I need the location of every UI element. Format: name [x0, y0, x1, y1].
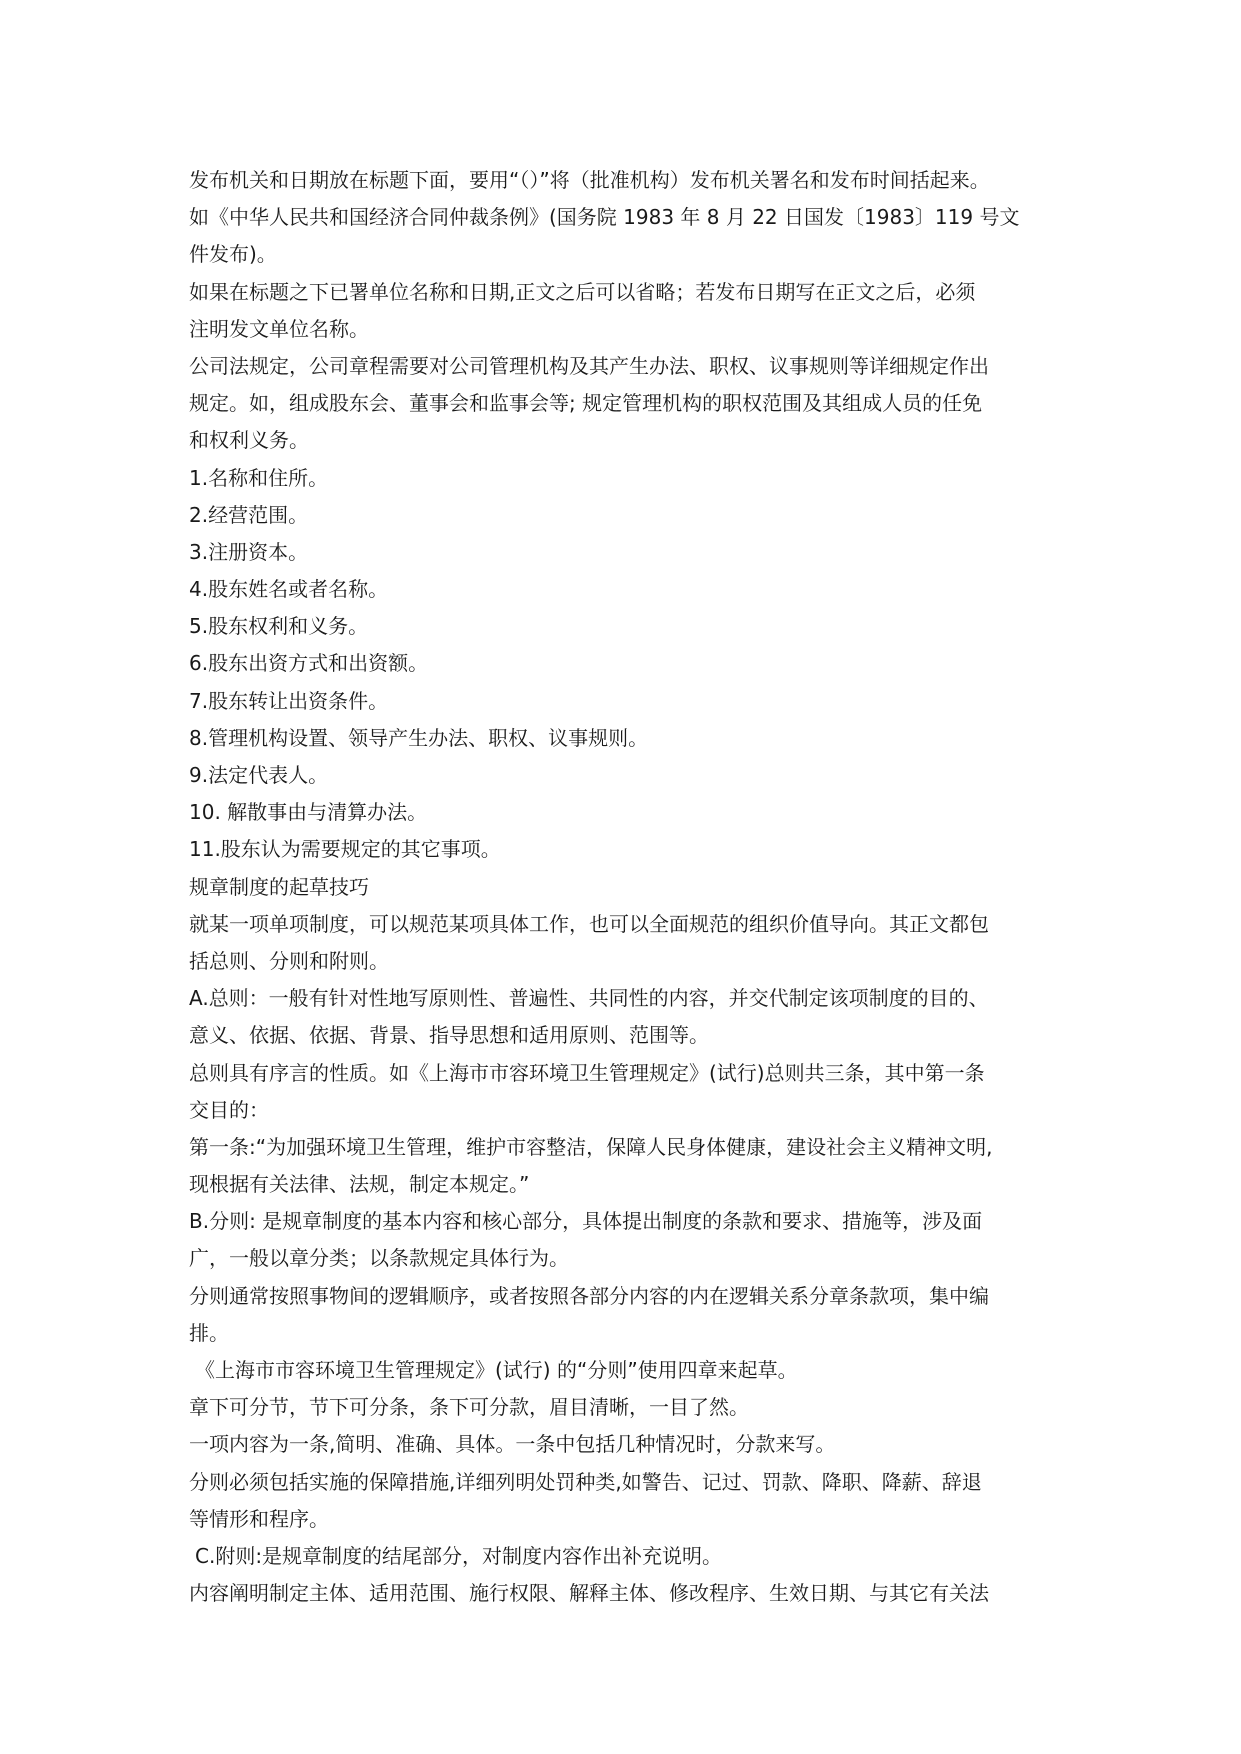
text-line: 分则通常按照事物间的逻辑顺序，或者按照各部分内容的内在逻辑关系分章条款项，集中编	[189, 1283, 989, 1308]
text-line: 意义、依据、依据、背景、指导思想和适用原则、范围等。	[189, 1023, 709, 1048]
list-item: 8.管理机构设置、领导产生办法、职权、议事规则。	[189, 725, 649, 750]
text-line: 现根据有关法律、法规，制定本规定。”	[189, 1172, 530, 1197]
text-line: 交目的：	[189, 1097, 269, 1122]
text-line: 如果在标题之下已署单位名称和日期,正文之后可以省略；若发布日期写在正文之后，必须	[189, 279, 976, 304]
text-line: 如《中华人民共和国经济合同仲裁条例》(国务院 1983 年 8 月 22 日国发〔1983〕119 号文	[189, 205, 1020, 230]
text-line: 总则具有序言的性质。如《上海市市容环境卫生管理规定》(试行)总则共三条，其中第一条	[189, 1060, 985, 1085]
text-line: A.总则：一般有针对性地写原则性、普遍性、共同性的内容，并交代制定该项制度的目的、	[189, 986, 989, 1011]
text-line: 一项内容为一条,简明、准确、具体。一条中包括几种情况时，分款来写。	[189, 1432, 836, 1457]
text-line: 等情形和程序。	[189, 1506, 329, 1531]
text-line: 和权利义务。	[189, 428, 309, 453]
list-item: 9.法定代表人。	[189, 763, 329, 787]
list-item: 5.股东权利和义务。	[189, 614, 369, 639]
list-item: 7.股东转让出资条件。	[189, 688, 389, 713]
list-item: 3.注册资本。	[189, 539, 309, 564]
text-line: 注明发文单位名称。	[189, 316, 369, 341]
text-line: 《上海市市容环境卫生管理规定》(试行) 的“分则”使用四章来起草。	[195, 1358, 798, 1382]
text-line: 排。	[189, 1320, 229, 1345]
list-item: 1.名称和住所。	[189, 465, 329, 490]
section-heading: 规章制度的起草技巧	[189, 874, 369, 899]
list-item: 2.经营范围。	[189, 502, 309, 527]
text-line: C.附则:是规章制度的结尾部分，对制度内容作出补充说明。	[195, 1543, 723, 1568]
text-line: 分则必须包括实施的保障措施,详细列明处罚种类,如警告、记过、罚款、降职、降薪、辞退	[189, 1469, 982, 1494]
text-line: 规定。如，组成股东会、董事会和监事会等; 规定管理机构的职权范围及其组成人员的任免	[189, 391, 983, 416]
text-line: 发布机关和日期放在标题下面，要用“（）”将（批准机构）发布机关署名和发布时间括起来。	[189, 168, 990, 192]
text-line: 件发布)。	[189, 242, 277, 267]
list-item: 4.股东姓名或者名称。	[189, 577, 389, 602]
text-line: 就某一项单项制度，可以规范某项具体工作，也可以全面规范的组织价值导向。其正文都包	[189, 911, 989, 936]
text-line: B.分则: 是规章制度的基本内容和核心部分，具体提出制度的条款和要求、措施等，涉及面	[189, 1209, 983, 1234]
text-line: 第一条:“为加强环境卫生管理，维护市容整洁，保障人民身体健康，建设社会主义精神文明,	[189, 1134, 993, 1159]
list-item: 10. 解散事由与清算办法。	[189, 800, 428, 825]
list-item: 6.股东出资方式和出资额。	[189, 651, 429, 676]
text-line: 内容阐明制定主体、适用范围、施行权限、解释主体、修改程序、生效日期、与其它有关法	[189, 1581, 989, 1606]
text-line: 公司法规定，公司章程需要对公司管理机构及其产生办法、职权、议事规则等详细规定作出	[189, 353, 989, 378]
list-item: 11.股东认为需要规定的其它事项。	[189, 837, 501, 862]
text-line: 广，一般以章分类；以条款规定具体行为。	[189, 1246, 569, 1271]
document-body	[189, 162, 1061, 1612]
text-line: 章下可分节，节下可分条，条下可分款，眉目清晰，一目了然。	[189, 1395, 749, 1420]
text-line: 括总则、分则和附则。	[189, 948, 389, 973]
